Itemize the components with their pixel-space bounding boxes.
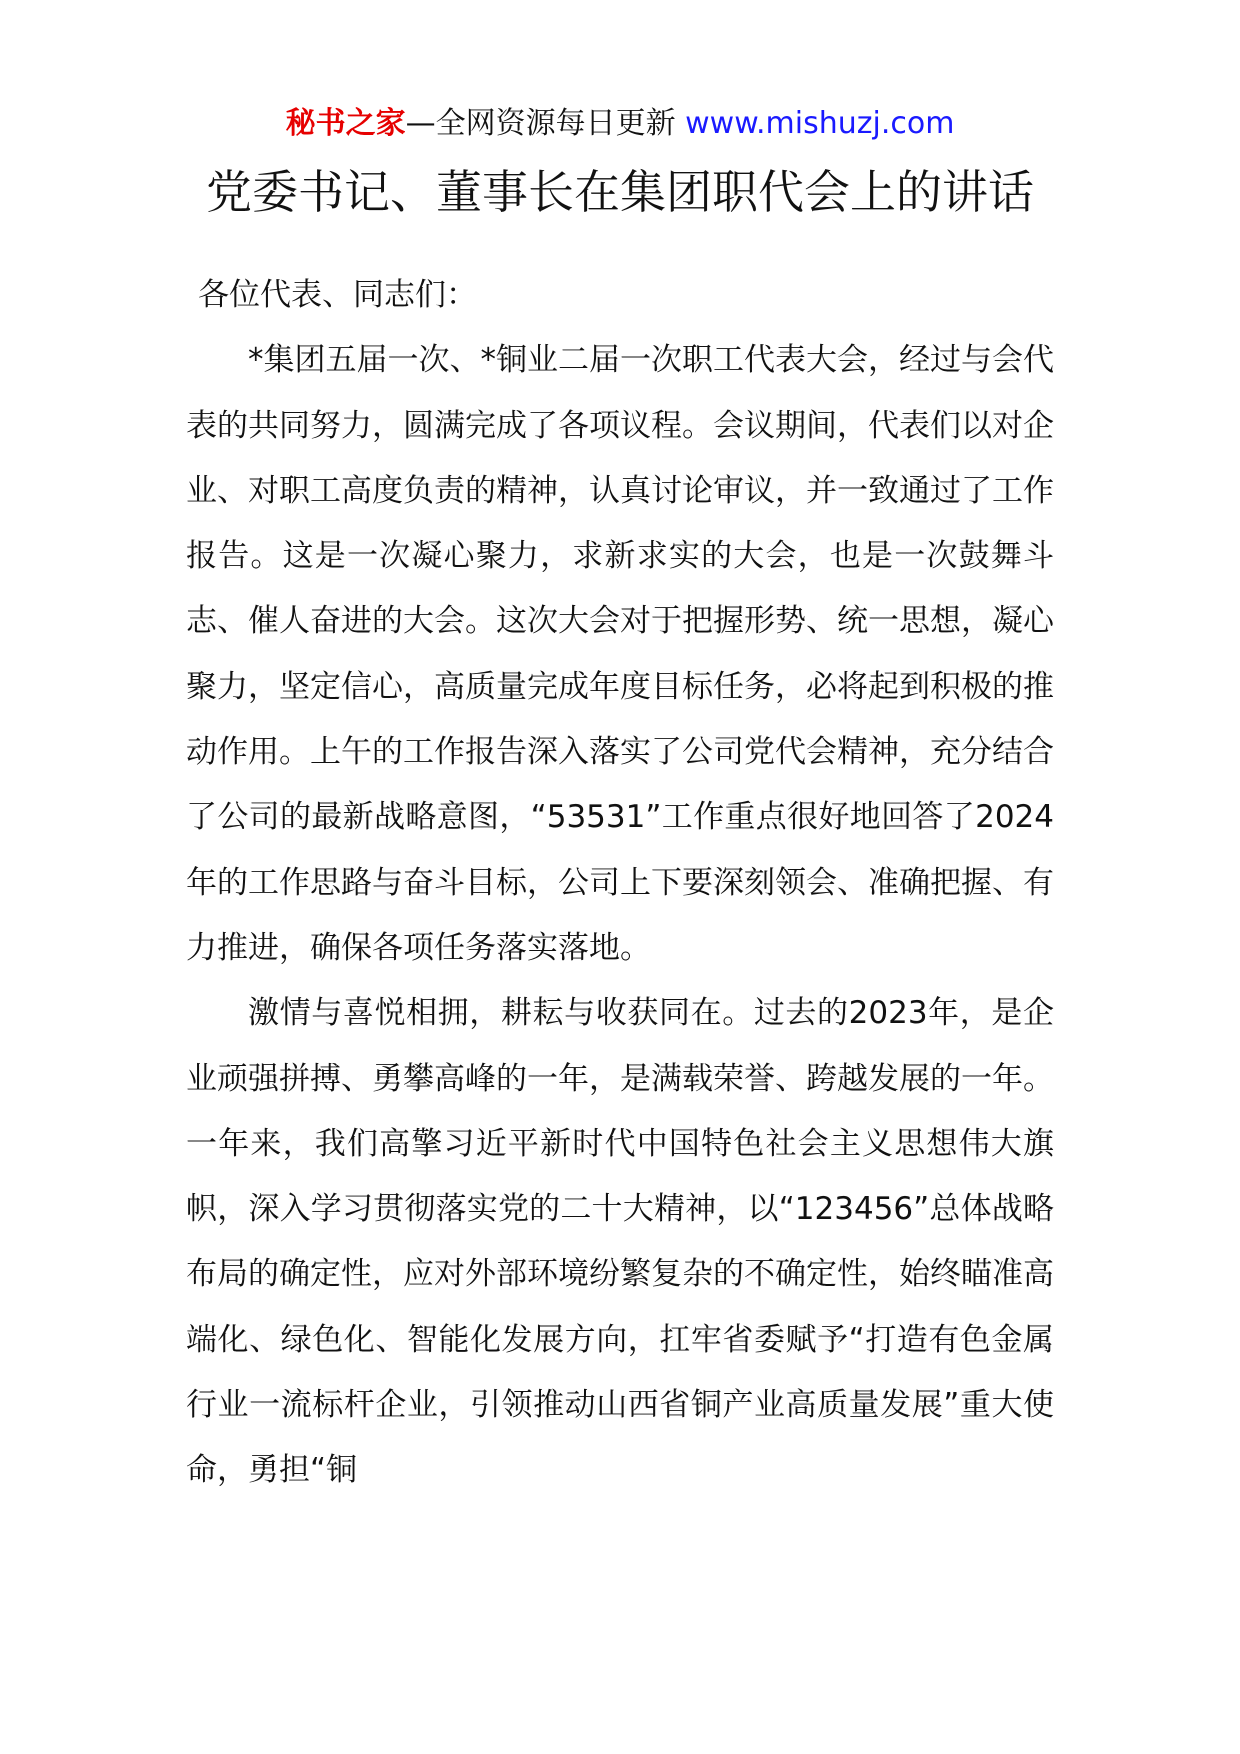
brand-name: 秘书之家 [285, 106, 406, 141]
paragraph-1: *集团五届一次、*铜业二届一次职工代表大会，经过与会代表的共同努力，圆满完成了各项议程。会议期间，代表们以对企业、对职工高度负责的精神，认真讨论审议，并一致通过了工作报告。这是一次凝心聚力，求新求实的大会，也是一次鼓舞斗志、催人奋进的大会。这次大会对于把握形势、统一思想，凝心聚力，坚定信心，高质量完成年度目标任务，必将起到积极的推动作用。上午的工作报告深入落实了公司党代会精神，充分结合了公司的最新战略意图，“53531”工作重点很好地回答了2024年的工作思路与奋斗目标，公司上下要深刻领会、准确把握、有力推进，确保各项任务落实落地。 [186, 342, 1054, 966]
site-header [0, 104, 1240, 144]
site-url-link[interactable]: www.mishuzj.com [685, 106, 955, 141]
document-body [186, 263, 1054, 1504]
salutation: 各位代表、同志们： [198, 277, 477, 313]
document-title: 党委书记、董事长在集团职代会上的讲话 [206, 165, 1034, 219]
site-slogan: —全网资源每日更新 [405, 106, 676, 141]
paragraph-2: 激情与喜悦相拥，耕耘与收获同在。过去的2023年，是企业顽强拼搏、勇攀高峰的一年，是满载荣誉、跨越发展的一年。一年来，我们高擎习近平新时代中国特色社会主义思想伟大旗帜，深入学习贯彻落实党的二十大精神，以“123456”总体战略布局的确定性，应对外部环境纷繁复杂的不确定性，始终瞄准高端化、绿色化、智能化发展方向，扛牢省委赋予“打造有色金属行业一流标杆企业，引领推动山西省铜产业高质量发展”重大使命，勇担“铜 [186, 995, 1054, 1489]
